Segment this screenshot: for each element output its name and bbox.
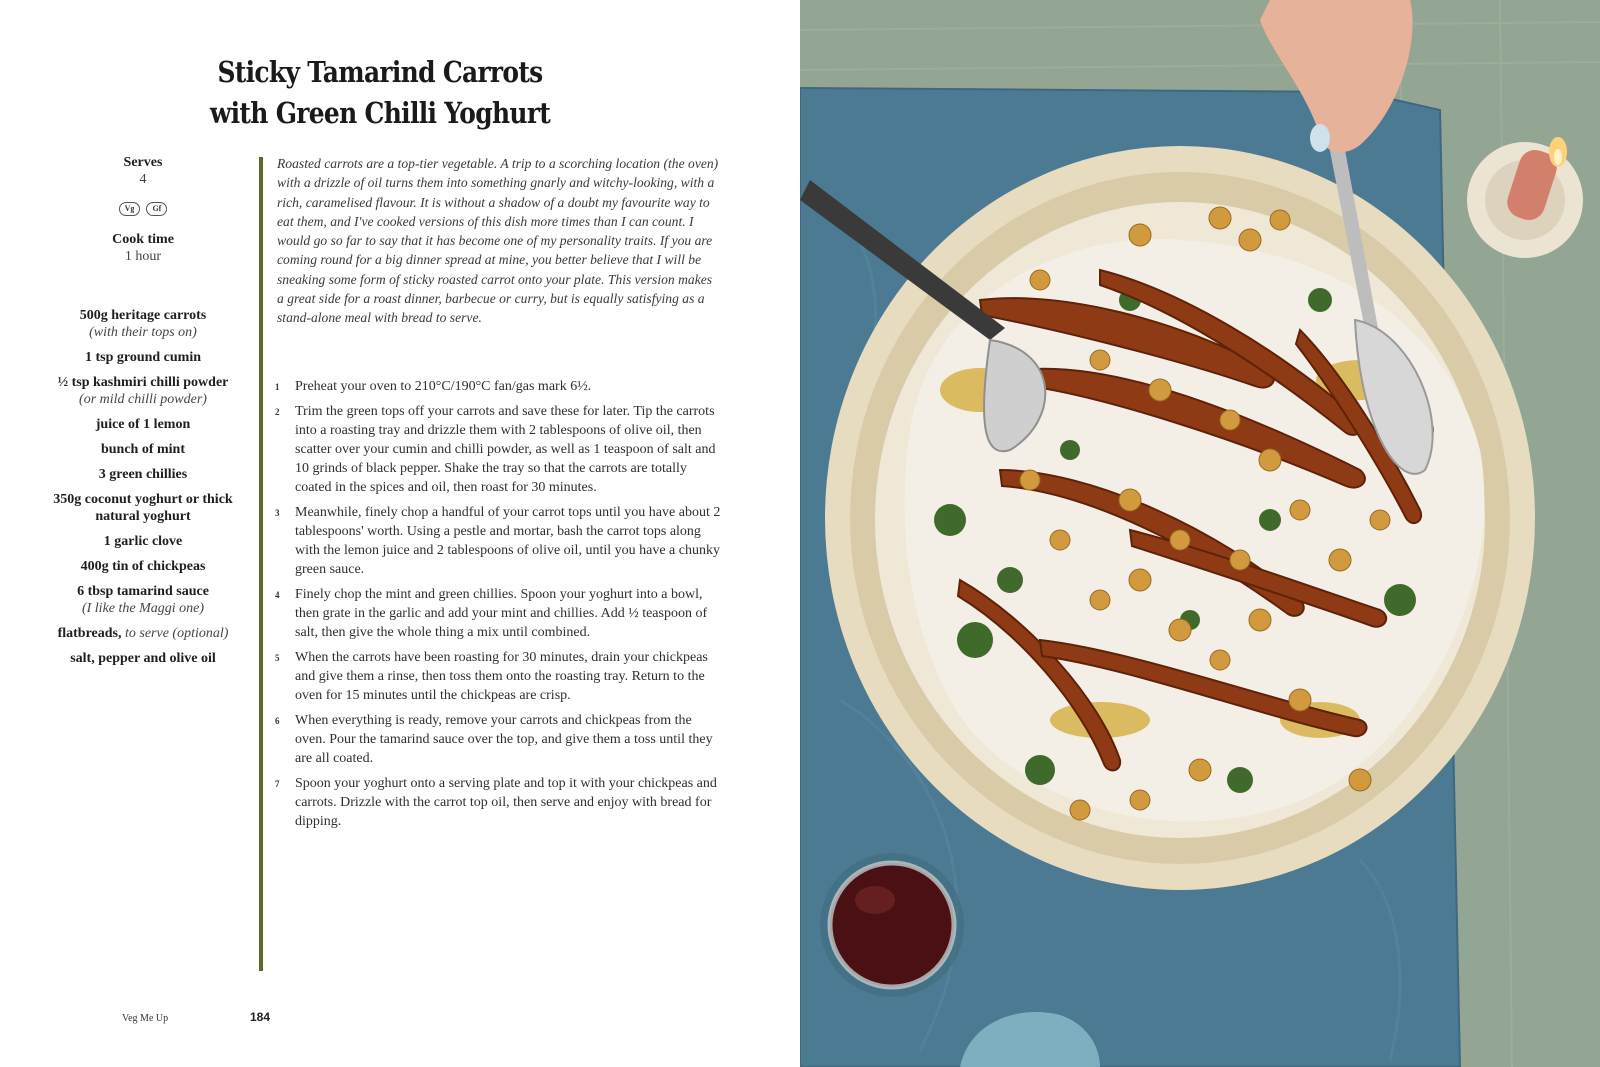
ingredient-item bbox=[40, 307, 246, 341]
ingredient-item bbox=[40, 491, 246, 525]
ingredient-item bbox=[40, 349, 246, 366]
step-text: Trim the green tops off your carrots and save these for later. Tip the carrots into a roasting tray and drizzle them with 2 tablespoons of olive oil, then scatter over your cumin and chilli powder, as well as 1 teaspoon of salt and 10 grinds of black pepper. Shake the tray so that the carrots are totally coated in the spices and oil, then roast for 30 minutes. bbox=[295, 404, 716, 495]
ingredient-item bbox=[40, 441, 246, 458]
ingredient-name: 1 tsp ground cumin bbox=[84, 350, 202, 365]
page-number: 184 bbox=[250, 1010, 271, 1024]
ingredient-note: (with their tops on) bbox=[89, 325, 197, 340]
step-text: Meanwhile, finely chop a handful of your carrot tops until you have about 2 tablespoons' worth. Using a pestle and mortar, bash the carrot tops along with the lemon juice and 2 tablespoons of olive oil, until you have a chunky green sauce. bbox=[295, 505, 721, 577]
step-number: 5 bbox=[275, 653, 280, 663]
ingredient-name: ½ tsp kashmiri chilli powder bbox=[57, 375, 229, 390]
ingredient-name: bunch of mint bbox=[100, 442, 186, 457]
step-number: 7 bbox=[275, 779, 280, 789]
recipe-intro: Roasted carrots are a top-tier vegetable. A trip to a scorching location (the oven) with a drizzle of oil turns them into something gnarly and witchy-looking, with a rich, caramelised flavour. It is without a shadow of a doubt my favourite way to eat them, and I've cooked versions of this dish more times than I can count. I would go so far to say that it has become one of my personality traits. If you are coming round for a big dinner spread at mine, you better believe that I will be sneaking some form of sticky roasted carrot onto your plate. This version makes a great side for a roast dinner, barbecue or curry, but is equally satisfying as a stand-alone meal with bread to serve. bbox=[277, 156, 719, 326]
ingredient-name: 3 green chillies bbox=[98, 467, 188, 482]
ingredient-item bbox=[40, 625, 246, 642]
method-step bbox=[275, 402, 725, 497]
method-step bbox=[275, 774, 725, 831]
ingredient-name: salt, pepper and olive oil bbox=[70, 651, 216, 666]
ingredient-line bbox=[40, 625, 246, 642]
ingredient-name: 500g heritage carrots bbox=[79, 308, 207, 323]
ingredient-note: to serve (optional) bbox=[125, 626, 229, 641]
dish-photo-illustration bbox=[800, 0, 1600, 1067]
ingredient-item bbox=[40, 374, 246, 408]
ingredient-note: (I like the Maggi one) bbox=[81, 601, 205, 616]
ingredient-name: 1 garlic clove bbox=[103, 534, 183, 549]
ingredient-item bbox=[40, 416, 246, 433]
ingredient-name: 350g coconut yoghurt or thick natural yoghurt bbox=[53, 492, 233, 524]
method-step bbox=[275, 503, 725, 579]
ingredient-item bbox=[40, 533, 246, 550]
step-text: Spoon your yoghurt onto a serving plate and top it with your chickpeas and carrots. Drizzle with the carrot top oil, then serve and enjoy with bread for dipping. bbox=[295, 776, 717, 829]
vegan-badge: Vg bbox=[119, 202, 141, 216]
method-step bbox=[275, 377, 725, 396]
ingredient-name: 400g tin of chickpeas bbox=[80, 559, 206, 574]
cook-time-value: 1 hour bbox=[124, 249, 162, 264]
step-number: 2 bbox=[275, 407, 280, 417]
wine-glass-highlight bbox=[855, 886, 895, 914]
ingredient-item bbox=[40, 583, 246, 617]
cook-time-label: Cook time bbox=[112, 232, 174, 247]
recipe-sidebar bbox=[40, 154, 246, 675]
serves-label: Serves bbox=[123, 155, 163, 170]
serves-value: 4 bbox=[139, 172, 147, 187]
ingredient-note: (or mild chilli powder) bbox=[79, 392, 207, 407]
ingredient-name: juice of 1 lemon bbox=[95, 417, 191, 432]
recipe-title-line-1: Sticky Tamarind Carrots bbox=[217, 55, 543, 89]
method-step bbox=[275, 648, 725, 705]
recipe-title-line-2: with Green Chilli Yoghurt bbox=[209, 96, 551, 130]
recipe-title bbox=[156, 52, 603, 134]
ingredient-item bbox=[40, 558, 246, 575]
ingredient-name: flatbreads, bbox=[57, 626, 122, 641]
ingredient-item bbox=[40, 466, 246, 483]
method-steps bbox=[275, 377, 725, 837]
gluten-free-badge: Gf bbox=[146, 202, 167, 216]
step-number: 1 bbox=[275, 382, 280, 392]
method-step bbox=[275, 585, 725, 642]
footer-book-title: Veg Me Up bbox=[122, 1013, 169, 1024]
step-number: 6 bbox=[275, 716, 280, 726]
step-text: When the carrots have been roasting for 30 minutes, drain your chickpeas and give them a rinse, then toss them onto the roasting tray. Return to the oven for 15 minutes until the chickpeas are crisp. bbox=[295, 650, 708, 703]
ingredient-item bbox=[40, 650, 246, 667]
ingredient-list bbox=[40, 307, 246, 667]
diet-badges bbox=[40, 202, 246, 216]
dish-photo bbox=[800, 0, 1600, 1067]
step-text: When everything is ready, remove your carrots and chickpeas from the oven. Pour the tamarind sauce over the top, and give them a toss until they are all coated. bbox=[295, 713, 713, 766]
step-number: 4 bbox=[275, 590, 280, 600]
step-text: Preheat your oven to 210°C/190°C fan/gas mark 6½. bbox=[295, 379, 592, 394]
vertical-accent-rule bbox=[259, 157, 263, 971]
step-text: Finely chop the mint and green chillies. Spoon your yoghurt into a bowl, then grate in the garlic and add your mint and chillies. Add ½ teaspoon of salt, then give the whole thing a mix until combined. bbox=[295, 587, 708, 640]
step-number: 3 bbox=[275, 508, 280, 518]
candle-flame-core bbox=[1554, 149, 1562, 165]
ingredient-name: 6 tbsp tamarind sauce bbox=[77, 584, 209, 599]
fingernail bbox=[1310, 124, 1330, 152]
method-step bbox=[275, 711, 725, 768]
